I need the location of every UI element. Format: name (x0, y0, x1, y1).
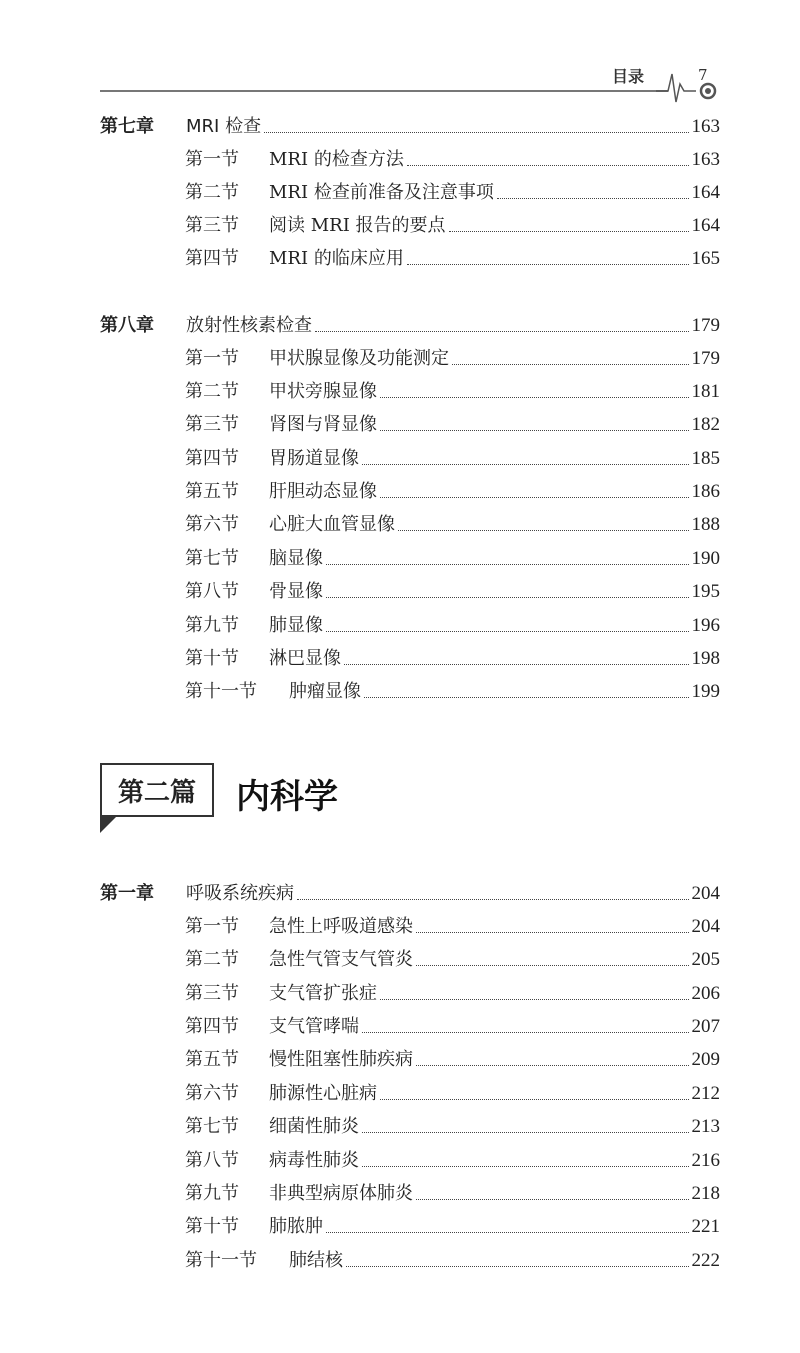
toc-section[interactable] (185, 506, 720, 536)
section-label: 第四节 (185, 248, 239, 269)
section-title: MRI 的临床应用 (269, 248, 404, 269)
section-label: 第六节 (185, 1083, 239, 1104)
section-title: 急性气管支气管炎 (269, 949, 413, 970)
toc-section[interactable] (185, 673, 720, 703)
section-label: 第十一节 (185, 1250, 257, 1271)
header-title: 目录 (612, 67, 645, 86)
part-label-tab (100, 817, 116, 833)
section-label: 第一节 (185, 149, 239, 170)
section-label: 第四节 (185, 448, 239, 469)
section-title: 心脏大血管显像 (269, 514, 395, 535)
section-title: 非典型病原体肺炎 (269, 1183, 413, 1204)
dot-leader (407, 165, 689, 166)
dot-leader (416, 1065, 689, 1066)
section-page: 198 (691, 648, 720, 669)
section-title: 肺显像 (269, 615, 323, 636)
section-title: 脑显像 (269, 548, 323, 569)
chapter-title: 呼吸系统疾病 (186, 883, 294, 904)
section-title: 淋巴显像 (269, 648, 341, 669)
chapter-label: 第七章 (100, 116, 154, 137)
section-label: 第二节 (185, 381, 239, 402)
toc-section[interactable] (185, 440, 720, 470)
section-label: 第十一节 (185, 681, 257, 702)
section-page: 164 (691, 215, 720, 236)
section-title: 慢性阻塞性肺疾病 (269, 1049, 413, 1070)
dot-leader (344, 664, 689, 665)
chapter-page: 163 (691, 116, 720, 137)
section-page: 195 (691, 581, 720, 602)
toc-section[interactable] (185, 240, 720, 270)
section-title: 急性上呼吸道感染 (269, 916, 413, 937)
section-label: 第八节 (185, 581, 239, 602)
chapter-page: 204 (691, 883, 720, 904)
dot-leader (362, 1166, 689, 1167)
part-label: 第二篇 (117, 777, 196, 808)
section-label: 第三节 (185, 414, 239, 435)
toc-section[interactable] (185, 573, 720, 603)
section-page: 213 (691, 1116, 720, 1137)
toc-section[interactable] (185, 473, 720, 503)
section-page: 207 (691, 1016, 720, 1037)
part-label-box (100, 763, 214, 817)
section-title: 阅读 MRI 报告的要点 (269, 215, 446, 236)
toc-section[interactable] (185, 1208, 720, 1238)
section-page: 222 (691, 1250, 720, 1271)
section-title: 骨显像 (269, 581, 323, 602)
section-title: 肺结核 (289, 1250, 343, 1271)
section-page: 206 (691, 983, 720, 1004)
toc-section[interactable] (185, 406, 720, 436)
section-label: 第七节 (185, 548, 239, 569)
section-label: 第二节 (185, 949, 239, 970)
section-label: 第九节 (185, 1183, 239, 1204)
toc-section[interactable] (185, 607, 720, 637)
section-page: 221 (691, 1216, 720, 1237)
section-title: 支气管扩张症 (269, 983, 377, 1004)
section-title: MRI 检查前准备及注意事项 (269, 182, 494, 203)
dot-leader (416, 1199, 689, 1200)
toc-section[interactable] (185, 1075, 720, 1105)
dot-leader (362, 1032, 689, 1033)
section-label: 第四节 (185, 1016, 239, 1037)
section-label: 第三节 (185, 983, 239, 1004)
section-page: 190 (691, 548, 720, 569)
section-label: 第三节 (185, 215, 239, 236)
toc-section[interactable] (185, 207, 720, 237)
section-title: 肝胆动态显像 (269, 481, 377, 502)
toc-section[interactable] (185, 908, 720, 938)
dot-leader (315, 331, 689, 332)
section-page: 182 (691, 414, 720, 435)
section-page: 185 (691, 448, 720, 469)
section-title: 肿瘤显像 (289, 681, 361, 702)
toc-section[interactable] (185, 1108, 720, 1138)
dot-leader (264, 132, 688, 133)
section-page: 164 (691, 182, 720, 203)
toc-chapter[interactable] (100, 108, 720, 138)
section-label: 第六节 (185, 514, 239, 535)
toc-chapter[interactable] (100, 875, 720, 905)
dot-leader (380, 430, 689, 431)
section-title: MRI 的检查方法 (269, 149, 404, 170)
dot-leader (380, 397, 689, 398)
chapter-title: 放射性核素检查 (186, 315, 312, 336)
part-heading (100, 763, 500, 835)
running-header (100, 62, 720, 107)
section-page: 199 (691, 681, 720, 702)
section-title: 支气管哮喘 (269, 1016, 359, 1037)
section-page: 204 (691, 916, 720, 937)
section-title: 甲状腺显像及功能测定 (269, 348, 449, 369)
dot-leader (380, 999, 689, 1000)
dot-leader (346, 1266, 689, 1267)
toc-section[interactable] (185, 1008, 720, 1038)
page-number: 7 (698, 66, 708, 84)
section-label: 第一节 (185, 348, 239, 369)
section-page: 163 (691, 149, 720, 170)
dot-leader (452, 364, 689, 365)
dot-leader (364, 697, 689, 698)
dot-leader (326, 631, 689, 632)
dot-leader (297, 899, 689, 900)
toc-chapter[interactable] (100, 307, 720, 337)
section-label: 第七节 (185, 1116, 239, 1137)
chapter-label: 第八章 (100, 315, 154, 336)
toc-section[interactable] (185, 540, 720, 570)
dot-leader (416, 932, 689, 933)
section-page: 165 (691, 248, 720, 269)
section-page: 196 (691, 615, 720, 636)
dot-leader (362, 464, 689, 465)
section-page: 181 (691, 381, 720, 402)
section-label: 第十节 (185, 1216, 239, 1237)
chapter-page: 179 (691, 315, 720, 336)
dot-leader (380, 497, 689, 498)
toc-section[interactable] (185, 141, 720, 171)
dot-leader (362, 1132, 689, 1133)
section-label: 第五节 (185, 481, 239, 502)
section-title: 甲状旁腺显像 (269, 381, 377, 402)
toc-section[interactable] (185, 941, 720, 971)
section-title: 肺源性心脏病 (269, 1083, 377, 1104)
section-page: 216 (691, 1150, 720, 1171)
toc-section[interactable] (185, 373, 720, 403)
section-title: 细菌性肺炎 (269, 1116, 359, 1137)
section-title: 病毒性肺炎 (269, 1150, 359, 1171)
section-page: 218 (691, 1183, 720, 1204)
dot-leader (449, 231, 689, 232)
dot-leader (407, 264, 689, 265)
dot-leader (380, 1099, 689, 1100)
section-label: 第二节 (185, 182, 239, 203)
toc-section[interactable] (185, 1242, 720, 1272)
toc-section[interactable] (185, 975, 720, 1005)
section-page: 212 (691, 1083, 720, 1104)
section-page: 186 (691, 481, 720, 502)
section-label: 第一节 (185, 916, 239, 937)
chapter-title: MRI 检查 (186, 116, 262, 137)
section-title: 肾图与肾显像 (269, 414, 377, 435)
dot-leader (326, 597, 689, 598)
toc-section[interactable] (185, 1142, 720, 1172)
section-label: 第九节 (185, 615, 239, 636)
dot-leader (326, 1232, 689, 1233)
section-page: 205 (691, 949, 720, 970)
toc-section[interactable] (185, 1175, 720, 1205)
part-title: 内科学 (236, 777, 338, 817)
section-title: 肺脓肿 (269, 1216, 323, 1237)
header-rule (100, 90, 668, 92)
section-label: 第五节 (185, 1049, 239, 1070)
toc-section[interactable] (185, 1041, 720, 1071)
section-page: 209 (691, 1049, 720, 1070)
dot-leader (398, 530, 689, 531)
toc-section[interactable] (185, 640, 720, 670)
dot-leader (416, 965, 689, 966)
section-label: 第十节 (185, 648, 239, 669)
heartbeat-icon (656, 62, 726, 107)
section-page: 179 (691, 348, 720, 369)
dot-leader (497, 198, 689, 199)
section-title: 胃肠道显像 (269, 448, 359, 469)
section-page: 188 (691, 514, 720, 535)
dot-leader (326, 564, 689, 565)
chapter-label: 第一章 (100, 883, 154, 904)
section-label: 第八节 (185, 1150, 239, 1171)
toc-section[interactable] (185, 174, 720, 204)
toc-section[interactable] (185, 340, 720, 370)
